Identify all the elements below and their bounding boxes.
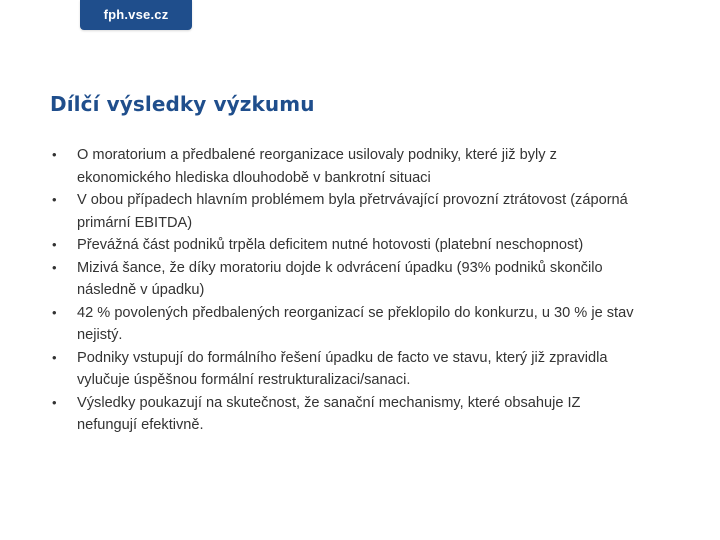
- bullet-item: [50, 189, 640, 234]
- bullet-item: [50, 302, 640, 347]
- slide-title: Dílčí výsledky výzkumu: [50, 92, 315, 116]
- bullet-item: [50, 347, 640, 392]
- bullet-item: [50, 234, 640, 257]
- site-logo[interactable]: [80, 0, 192, 30]
- bullet-dot-icon: •: [52, 192, 57, 207]
- bullet-text: V obou případech hlavním problémem byla přetrvávající provozní ztrátovost (záporná primární EBITDA): [77, 192, 628, 231]
- bullet-dot-icon: •: [52, 237, 57, 252]
- bullet-item: [50, 144, 640, 189]
- bullet-dot-icon: •: [52, 147, 57, 162]
- bullet-list: [50, 144, 640, 437]
- bullet-text: Převážná část podniků trpěla deficitem nutné hotovosti (platební neschopnost): [77, 237, 584, 253]
- bullet-text: Výsledky poukazují na skutečnost, že sanační mechanismy, které obsahuje IZ nefungují efektivně.: [77, 394, 581, 433]
- bullet-dot-icon: •: [52, 304, 57, 320]
- bullet-item: [50, 257, 640, 302]
- bullet-text: O moratorium a předbalené reorganizace usilovaly podniky, které již byly z ekonomického hlediska dlouhodobě v bankrotní situaci: [77, 147, 557, 186]
- bullet-dot-icon: •: [52, 349, 57, 365]
- bullet-dot-icon: •: [52, 394, 57, 410]
- bullet-text: 42 % povolených předbalených reorganizací se překlopilo do konkurzu, u 30 % je stav nejistý.: [77, 304, 634, 343]
- bullet-dot-icon: •: [52, 259, 57, 275]
- site-logo-text: fph.vse.cz: [103, 6, 169, 22]
- bullet-text: Mizivá šance, že díky moratoriu dojde k odvrácení úpadku (93% podniků skončilo následně v úpadku): [77, 259, 603, 298]
- bullet-text: Podniky vstupují do formálního řešení úpadku de facto ve stavu, který již zpravidla vylučuje úspěšnou formální restrukturalizaci/sanaci.: [77, 349, 608, 388]
- bullet-item: [50, 392, 640, 437]
